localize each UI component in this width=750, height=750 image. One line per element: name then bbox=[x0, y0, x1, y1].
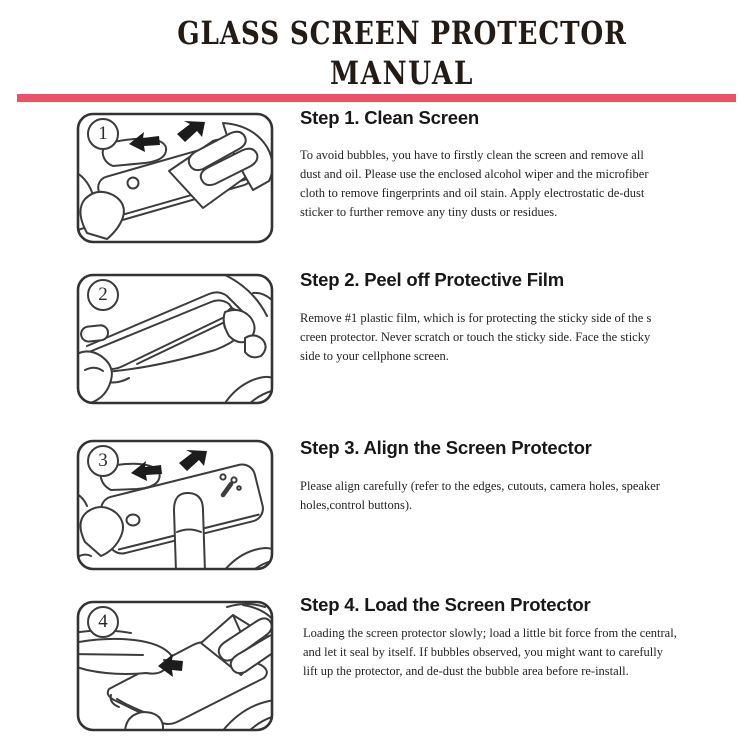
step1-text bbox=[300, 105, 745, 222]
step1-body bbox=[300, 146, 745, 222]
step2-body bbox=[300, 309, 745, 366]
step2-heading: Step 2. Peel off Protective Film bbox=[300, 269, 564, 290]
step4-text bbox=[300, 592, 745, 681]
page-title-line2: MANUAL bbox=[329, 54, 475, 92]
step2-figure bbox=[75, 272, 275, 406]
step4-number-badge: 4 bbox=[87, 606, 119, 638]
body-line: sticker to further remove any tiny dusts or residues. bbox=[300, 205, 558, 219]
body-line: Loading the screen protector slowly; load a little bit force from the central, bbox=[303, 626, 677, 640]
step4-body bbox=[300, 624, 745, 681]
body-line: side to your cellphone screen. bbox=[300, 349, 449, 363]
body-line: Please align carefully (refer to the edges, cutouts, camera holes, speaker bbox=[300, 479, 660, 493]
body-line: cloth to remove fingerprints and oil stain. Apply electrostatic de-dust bbox=[300, 186, 645, 200]
step2-number-badge: 2 bbox=[87, 279, 119, 311]
step4-heading: Step 4. Load the Screen Protector bbox=[300, 594, 591, 615]
step3-text bbox=[300, 435, 745, 515]
step3-figure bbox=[75, 438, 275, 572]
body-line: To avoid bubbles, you have to firstly clean the screen and remove all bbox=[300, 148, 644, 162]
step1-heading: Step 1. Clean Screen bbox=[300, 107, 480, 128]
page-title-line1: GLASS SCREEN PROTECTOR bbox=[177, 14, 627, 52]
body-line: creen protector. Never scratch or touch the sticky side. Face the sticky bbox=[300, 330, 651, 344]
step2-text bbox=[300, 267, 745, 366]
step3-number-badge: 3 bbox=[87, 445, 119, 477]
step1-number-badge: 1 bbox=[87, 118, 119, 150]
body-line: dust and oil. Please use the enclosed alcohol wiper and the microfiber bbox=[300, 167, 649, 181]
pink-divider-rule bbox=[17, 94, 736, 102]
manual-header bbox=[0, 0, 750, 93]
body-line: lift up the protector, and de-dust the bubble area before re-install. bbox=[303, 664, 629, 678]
body-line: and let it seal by itself. If bubbles observed, you might want to carefully bbox=[303, 645, 663, 659]
step1-figure bbox=[75, 111, 275, 245]
step3-heading: Step 3. Align the Screen Protector bbox=[300, 437, 592, 458]
body-line: holes,control buttons). bbox=[300, 498, 413, 512]
body-line: Remove #1 plastic film, which is for protecting the sticky side of the s bbox=[300, 311, 652, 325]
step4-figure bbox=[75, 599, 275, 733]
step3-body bbox=[300, 477, 745, 515]
